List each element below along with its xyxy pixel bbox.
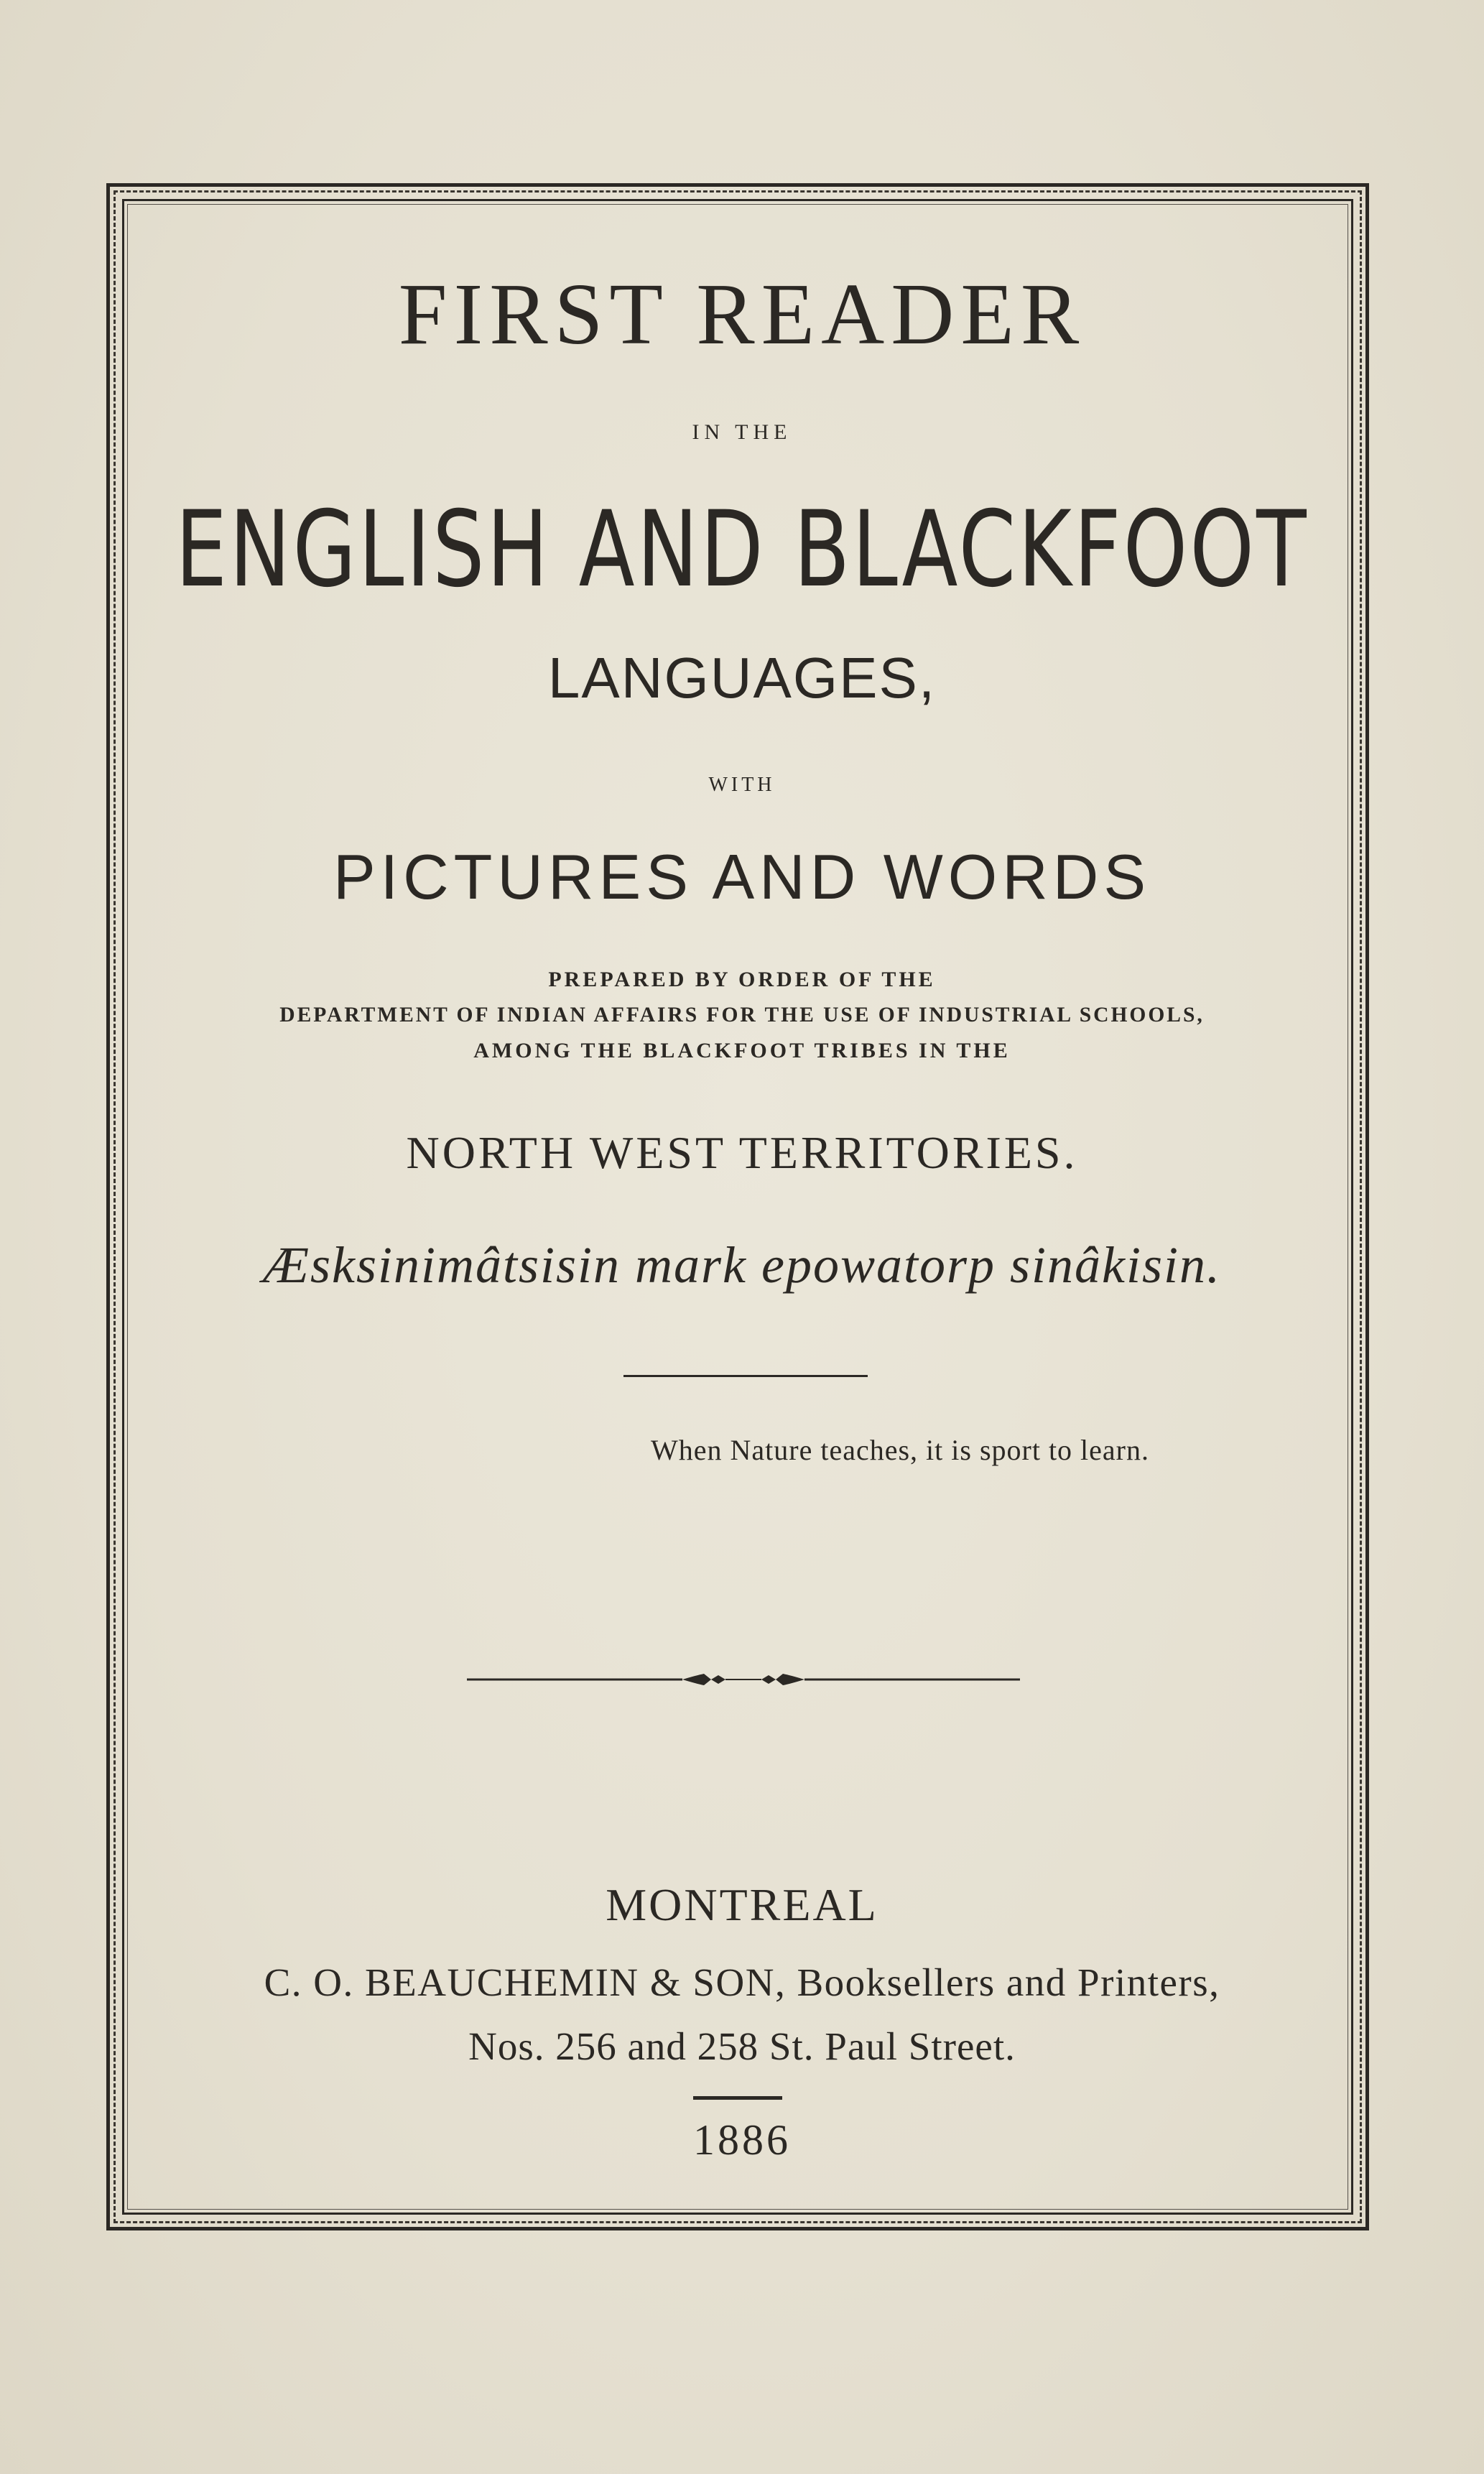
among-tribes-line: AMONG THE BLACKFOOT TRIBES IN THE — [473, 1039, 1011, 1062]
blackfoot-subtitle: Æsksinimâtsisin mark epowatorp sinâkisin. — [262, 1236, 1222, 1294]
title-pictures-and-words: PICTURES AND WORDS — [333, 841, 1151, 912]
year-rule — [693, 2096, 782, 2100]
short-divider-rule — [623, 1375, 868, 1377]
imprint-year: 1886 — [693, 2116, 791, 2164]
department-line: DEPARTMENT OF INDIAN AFFAIRS FOR THE USE OF INDUSTRIAL SCHOOLS, — [279, 1003, 1205, 1027]
imprint-address: Nos. 256 and 258 St. Paul Street. — [468, 2024, 1016, 2068]
connector-with: WITH — [708, 774, 776, 796]
region-north-west-territories: NORTH WEST TERRITORIES. — [406, 1127, 1078, 1178]
title-first-reader: FIRST READER — [398, 266, 1086, 363]
prepared-by-line: PREPARED BY ORDER OF THE — [548, 968, 936, 991]
imprint-city: MONTREAL — [606, 1879, 878, 1930]
title-english-and-blackfoot: ENGLISH AND BLACKFOOT — [175, 488, 1309, 611]
double-diamond-divider-ornament-icon — [467, 1665, 1020, 1694]
motto: When Nature teaches, it is sport to learn. — [651, 1434, 1149, 1466]
imprint-publisher: C. O. BEAUCHEMIN & SON, Booksellers and Printers, — [264, 1960, 1220, 2004]
connector-in-the: IN THE — [692, 420, 792, 444]
title-languages: LANGUAGES, — [547, 646, 937, 710]
